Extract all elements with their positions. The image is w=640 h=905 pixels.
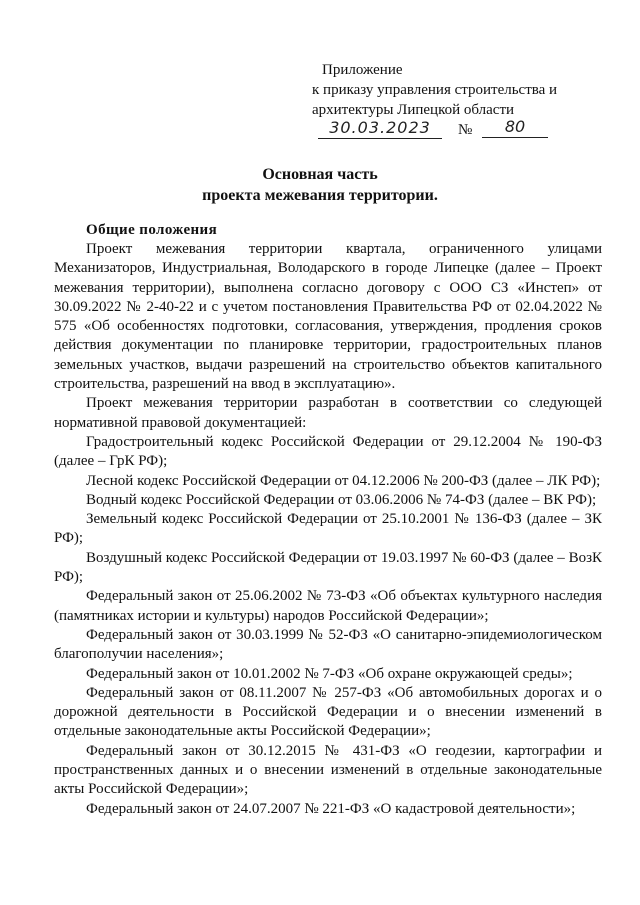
appendix-line-2: к приказу управления строительства и bbox=[312, 82, 558, 98]
document-body bbox=[54, 221, 602, 819]
paragraph: Федеральный закон от 08.11.2007 № 257-ФЗ «Об автомобильных дорогах и о дорожной деятельности в Российской Федерации и о внесении изменений в отдельные законодательные акты Российской Федерации»; bbox=[54, 684, 602, 740]
paragraph: Федеральный закон от 24.07.2007 № 221-ФЗ «О кадастровой деятельности»; bbox=[86, 800, 576, 817]
order-date-number bbox=[312, 117, 612, 142]
appendix-line-3: архитектуры Липецкой области bbox=[312, 102, 515, 118]
paragraph: Федеральный закон от 30.12.2015 № 431-ФЗ «О геодезии, картографии и пространственных данных и о внесении изменений в отдельные законодательные акты Российской Федерации»; bbox=[54, 742, 602, 798]
paragraph: Проект межевания территории разработан в соответствии со следующей нормативной правовой документацией: bbox=[54, 395, 602, 431]
paragraph: Лесной кодекс Российской Федерации от 04.12.2006 № 200-ФЗ (далее – ЛК РФ); bbox=[86, 472, 601, 489]
appendix-header bbox=[312, 60, 612, 142]
order-number-label: № bbox=[458, 122, 473, 138]
paragraph: Федеральный закон от 25.06.2002 № 73-ФЗ «Об объектах культурного наследия (памятниках истории и культуры) народов Российской Федерации»; bbox=[54, 588, 602, 624]
document-title-line-2: проекта межевания территории. bbox=[202, 187, 438, 204]
section-heading: Общие положения bbox=[86, 222, 218, 238]
paragraph: Воздушный кодекс Российской Федерации от 19.03.1997 № 60-ФЗ (далее – ВозК РФ); bbox=[54, 549, 602, 586]
paragraph: Проект межевания территории квартала, ограниченного улицами Механизаторов, Индустриальная, Володарского в городе Липецке (далее – Проект межевания территории), выполнена согласно договору с ООО СЗ «Инстеп» от 30.09.2022 № 2-40-22 и с учетом постановления Правительства РФ от 02.04.2022 № 575 «Об особенностях подготовки, согласования, утверждения, продления сроков действия документации по планировке территории, градостроительных планов земельных участков, выдачи разрешений на строительство объектов капитального строительства, разрешений на ввод в эксплуатацию». bbox=[54, 241, 602, 393]
paragraph: Водный кодекс Российской Федерации от 03.06.2006 № 74-ФЗ (далее – ВК РФ); bbox=[86, 491, 597, 508]
appendix-line-1: Приложение bbox=[322, 62, 403, 78]
order-number: 80 bbox=[482, 117, 548, 138]
paragraph: Федеральный закон от 10.01.2002 № 7-ФЗ «Об охране окружающей среды»; bbox=[86, 665, 573, 682]
paragraph: Градостроительный кодекс Российской Федерации от 29.12.2004 № 190-ФЗ (далее – ГрК РФ); bbox=[54, 433, 602, 470]
document-title-line-1: Основная часть bbox=[262, 166, 378, 183]
paragraph: Федеральный закон от 30.03.1999 № 52-ФЗ «О санитарно-эпидемиологическом благополучии населения»; bbox=[54, 626, 602, 663]
order-date: 30.03.2023 bbox=[318, 118, 442, 139]
paragraph: Земельный кодекс Российской Федерации от 25.10.2001 № 136-ФЗ (далее – ЗК РФ); bbox=[54, 511, 602, 547]
